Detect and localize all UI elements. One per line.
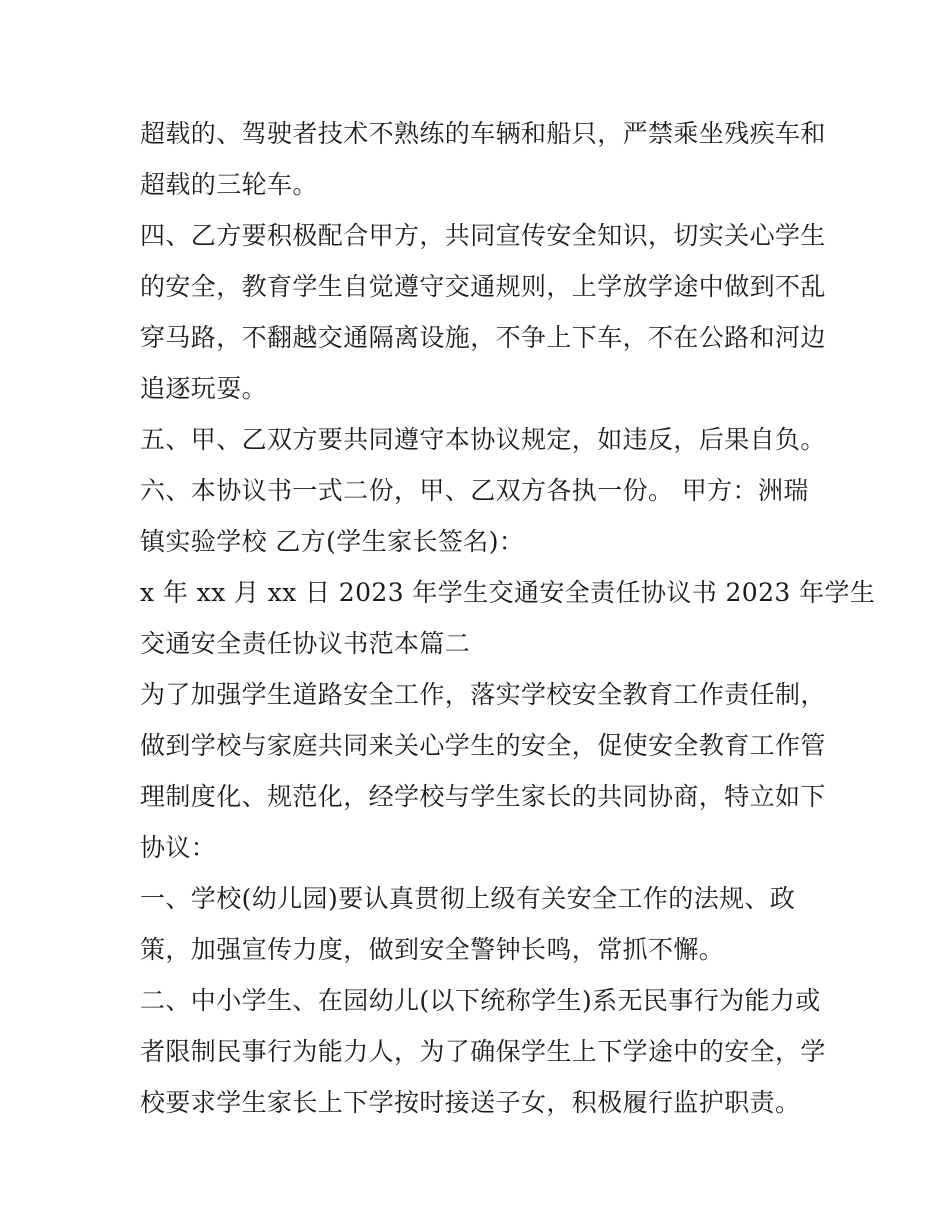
text-line: 的安全，教育学生自觉遵守交通规则，上学放学途中做到不乱 [140,272,826,301]
text-line: 协议： [140,833,217,862]
text-line: 六、本协议书一式二份，甲、乙双方各执一份。 甲方：洲瑞 [140,476,809,505]
text-line: 一、学校(幼儿园)要认真贯彻上级有关安全工作的法规、政 [140,884,796,913]
text-line: x 年 xx 月 xx 日 2023 年学生交通安全责任协议书 2023 年学生 [140,578,876,607]
text-line: 穿马路，不翻越交通隔离设施，不争上下车，不在公路和河边 [140,323,826,352]
document-body [140,108,876,1128]
text-line: 做到学校与家庭共同来关心学生的安全，促使安全教育工作管 [140,731,826,760]
text-line: 超载的三轮车。 [140,170,318,199]
text-line: 理制度化、规范化，经学校与学生家长的共同协商，特立如下 [140,782,826,811]
text-line: 超载的、驾驶者技术不熟练的车辆和船只，严禁乘坐残疾车和 [140,119,826,148]
text-line: 交通安全责任协议书范本篇二 [140,629,471,658]
text-line: 五、甲、乙双方要共同遵守本协议规定，如违反，后果自负。 [140,425,826,454]
text-line: 校要求学生家长上下学按时接送子女，积极履行监护职责。 [140,1088,801,1117]
text-line: 为了加强学生道路安全工作，落实学校安全教育工作责任制， [140,680,826,709]
text-line: 策，加强宣传力度，做到安全警钟长鸣，常抓不懈。 [140,935,725,964]
text-line: 镇实验学校 乙方(学生家长签名)： [140,527,525,556]
text-line: 二、中小学生、在园幼儿(以下统称学生)系无民事行为能力或 [140,986,821,1015]
text-line: 四、乙方要积极配合甲方，共同宣传安全知识，切实关心学生 [140,221,826,250]
text-line: 追逐玩耍。 [140,374,268,403]
text-line: 者限制民事行为能力人，为了确保学生上下学途中的安全，学 [140,1037,826,1066]
